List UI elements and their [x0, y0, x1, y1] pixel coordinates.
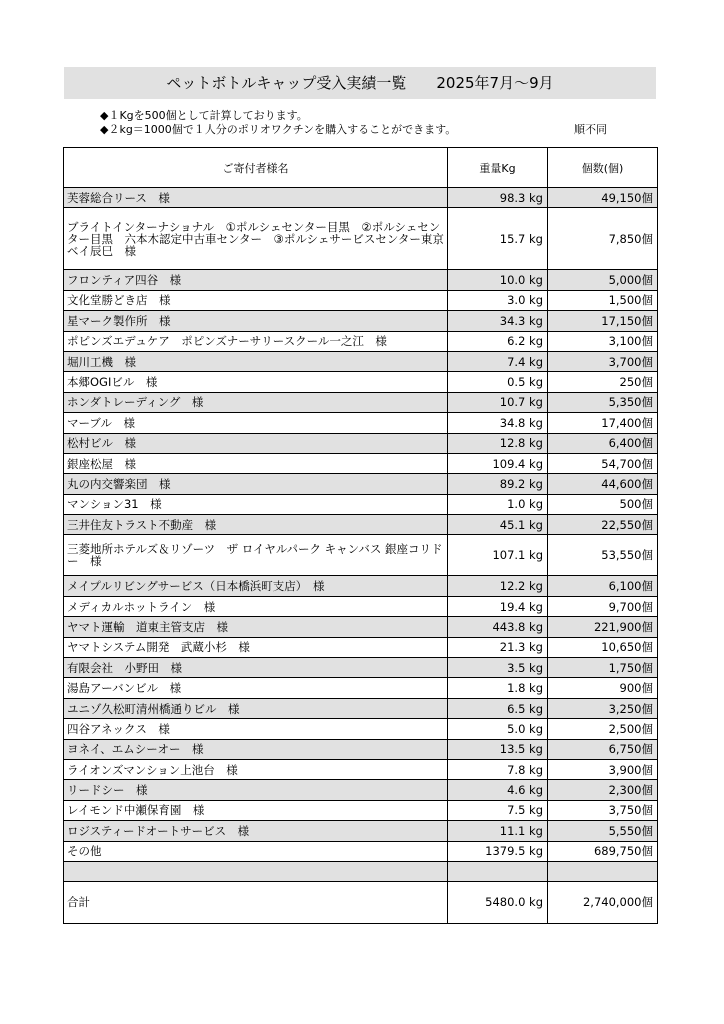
- blank-row: [64, 861, 658, 881]
- donor-name: レイモンド中瀬保育園 様: [64, 800, 448, 820]
- donor-weight: 3.0 kg: [448, 290, 548, 310]
- donation-table: [63, 147, 658, 924]
- table-row: [64, 780, 658, 800]
- table-row: [64, 759, 658, 779]
- donor-count: 2,300個: [548, 780, 658, 800]
- donor-name: ブライトインターナショナル ①ポルシェセンター目黒 ②ポルシェセンター目黒 六本木認定中古車センター ③ポルシェサービスセンター東京ベイ辰巳 様: [64, 208, 448, 270]
- table-row: [64, 596, 658, 616]
- donor-weight: 5.0 kg: [448, 719, 548, 739]
- donor-name: ロジスティードオートサービス 様: [64, 821, 448, 841]
- header-count: 個数(個): [548, 148, 658, 188]
- donor-count: 500個: [548, 494, 658, 514]
- donor-weight: 7.8 kg: [448, 759, 548, 779]
- donor-weight: 89.2 kg: [448, 474, 548, 494]
- title-period: 2025年7月～9月: [436, 74, 554, 92]
- table-row: [64, 617, 658, 637]
- donor-weight: 3.5 kg: [448, 658, 548, 678]
- donor-count: 53,550個: [548, 535, 658, 576]
- donor-weight: 1379.5 kg: [448, 841, 548, 861]
- donor-weight: 12.8 kg: [448, 433, 548, 453]
- table-row: [64, 311, 658, 331]
- title-main: ペットボトルキャップ受入実績一覧: [166, 74, 407, 92]
- donor-count: 5,550個: [548, 821, 658, 841]
- donor-weight: 1.0 kg: [448, 494, 548, 514]
- table-row: [64, 658, 658, 678]
- table-row: [64, 474, 658, 494]
- donor-weight: 107.1 kg: [448, 535, 548, 576]
- table-row: [64, 453, 658, 473]
- donor-count: 17,150個: [548, 311, 658, 331]
- donor-name: 湯島アーバンビル 様: [64, 678, 448, 698]
- donor-name: ホンダトレーディング 様: [64, 392, 448, 412]
- table-row: [64, 821, 658, 841]
- donor-name: 星マーク製作所 様: [64, 311, 448, 331]
- donor-weight: 15.7 kg: [448, 208, 548, 270]
- donor-count: 250個: [548, 372, 658, 392]
- donor-name: ヤマト運輸 道東主管支店 様: [64, 617, 448, 637]
- donor-name: その他: [64, 841, 448, 861]
- donor-name: 丸の内交響楽団 様: [64, 474, 448, 494]
- table-header-row: [64, 148, 658, 188]
- donor-name: ヨネイ、エムシーオー 様: [64, 739, 448, 759]
- total-label: 合計: [64, 881, 448, 923]
- donor-name: 有限会社 小野田 様: [64, 658, 448, 678]
- table-row: [64, 188, 658, 208]
- table-row: [64, 719, 658, 739]
- table-row: [64, 494, 658, 514]
- note-vaccine: ◆２kg＝1000個で１人分のポリオワクチンを購入することができます。: [100, 123, 457, 136]
- table-row: [64, 515, 658, 535]
- donor-count: 3,100個: [548, 331, 658, 351]
- table-row: [64, 739, 658, 759]
- donor-count: 5,000個: [548, 270, 658, 290]
- donor-name: 三菱地所ホテルズ＆リゾーツ ザ ロイヤルパーク キャンバス 銀座コリドー 様: [64, 535, 448, 576]
- donor-weight: 11.1 kg: [448, 821, 548, 841]
- donor-count: 9,700個: [548, 596, 658, 616]
- donor-name: メディカルホットライン 様: [64, 596, 448, 616]
- title-bar: [64, 67, 656, 99]
- donor-weight: 7.5 kg: [448, 800, 548, 820]
- donor-count: 3,250個: [548, 698, 658, 718]
- table-row: [64, 372, 658, 392]
- table-row: [64, 698, 658, 718]
- blank-cell: [64, 861, 448, 881]
- donor-name: リードシー 様: [64, 780, 448, 800]
- donor-count: 689,750個: [548, 841, 658, 861]
- table-row: [64, 800, 658, 820]
- donor-weight: 1.8 kg: [448, 678, 548, 698]
- donor-count: 6,100個: [548, 576, 658, 596]
- donor-name: ポピンズエデュケア ポピンズナーサリースクール一之江 様: [64, 331, 448, 351]
- total-row: [64, 881, 658, 923]
- donor-count: 54,700個: [548, 453, 658, 473]
- donor-count: 1,500個: [548, 290, 658, 310]
- table-row: [64, 331, 658, 351]
- header-weight: 重量Kg: [448, 148, 548, 188]
- donor-name: マンション31 様: [64, 494, 448, 514]
- blank-cell: [448, 861, 548, 881]
- table-row: [64, 576, 658, 596]
- donor-weight: 98.3 kg: [448, 188, 548, 208]
- donor-name: ライオンズマンション上池台 様: [64, 759, 448, 779]
- donor-name: 三井住友トラスト不動産 様: [64, 515, 448, 535]
- donor-name: 文化堂勝どき店 様: [64, 290, 448, 310]
- donor-name: 芙蓉総合リース 様: [64, 188, 448, 208]
- donor-count: 22,550個: [548, 515, 658, 535]
- donor-name: 本郷OGIビル 様: [64, 372, 448, 392]
- table-row: [64, 392, 658, 412]
- donor-count: 2,500個: [548, 719, 658, 739]
- donor-count: 900個: [548, 678, 658, 698]
- donor-name: 松村ビル 様: [64, 433, 448, 453]
- donor-count: 7,850個: [548, 208, 658, 270]
- table-row: [64, 290, 658, 310]
- donor-count: 5,350個: [548, 392, 658, 412]
- donor-count: 49,150個: [548, 188, 658, 208]
- donor-weight: 6.2 kg: [448, 331, 548, 351]
- donor-name: ヤマトシステム開発 武蔵小杉 様: [64, 637, 448, 657]
- table-row: [64, 351, 658, 371]
- donor-name: マーブル 様: [64, 413, 448, 433]
- page-title: [64, 67, 656, 99]
- donor-weight: 34.3 kg: [448, 311, 548, 331]
- table-row: [64, 413, 658, 433]
- table-row: [64, 637, 658, 657]
- donor-count: 3,750個: [548, 800, 658, 820]
- donor-weight: 34.8 kg: [448, 413, 548, 433]
- donor-count: 3,700個: [548, 351, 658, 371]
- donor-weight: 19.4 kg: [448, 596, 548, 616]
- donor-name: 堀川工機 様: [64, 351, 448, 371]
- donor-name: 四谷アネックス 様: [64, 719, 448, 739]
- donor-name: 銀座松屋 様: [64, 453, 448, 473]
- donor-weight: 7.4 kg: [448, 351, 548, 371]
- donor-weight: 4.6 kg: [448, 780, 548, 800]
- total-count: 2,740,000個: [548, 881, 658, 923]
- table-row: [64, 678, 658, 698]
- donor-weight: 6.5 kg: [448, 698, 548, 718]
- order-note: 順不同: [574, 123, 607, 136]
- donor-count: 6,750個: [548, 739, 658, 759]
- table-row: [64, 433, 658, 453]
- donor-count: 3,900個: [548, 759, 658, 779]
- total-weight: 5480.0 kg: [448, 881, 548, 923]
- table-row: [64, 208, 658, 270]
- donor-count: 44,600個: [548, 474, 658, 494]
- donor-weight: 10.7 kg: [448, 392, 548, 412]
- donor-weight: 10.0 kg: [448, 270, 548, 290]
- donor-weight: 443.8 kg: [448, 617, 548, 637]
- donor-weight: 109.4 kg: [448, 453, 548, 473]
- donor-count: 221,900個: [548, 617, 658, 637]
- donor-name: メイプルリビングサービス（日本橋浜町支店） 様: [64, 576, 448, 596]
- table-row: [64, 535, 658, 576]
- donor-count: 1,750個: [548, 658, 658, 678]
- blank-cell: [548, 861, 658, 881]
- donor-weight: 12.2 kg: [448, 576, 548, 596]
- table-row: [64, 270, 658, 290]
- note-conversion: ◆１Kgを500個として計算しております。: [100, 109, 308, 122]
- donor-count: 6,400個: [548, 433, 658, 453]
- donor-weight: 45.1 kg: [448, 515, 548, 535]
- donor-weight: 13.5 kg: [448, 739, 548, 759]
- donor-count: 10,650個: [548, 637, 658, 657]
- header-donor-name: ご寄付者様名: [64, 148, 448, 188]
- donor-weight: 21.3 kg: [448, 637, 548, 657]
- donor-count: 17,400個: [548, 413, 658, 433]
- donor-name: フロンティア四谷 様: [64, 270, 448, 290]
- table-row: [64, 841, 658, 861]
- donor-weight: 0.5 kg: [448, 372, 548, 392]
- donor-name: ユニゾ久松町清州橋通りビル 様: [64, 698, 448, 718]
